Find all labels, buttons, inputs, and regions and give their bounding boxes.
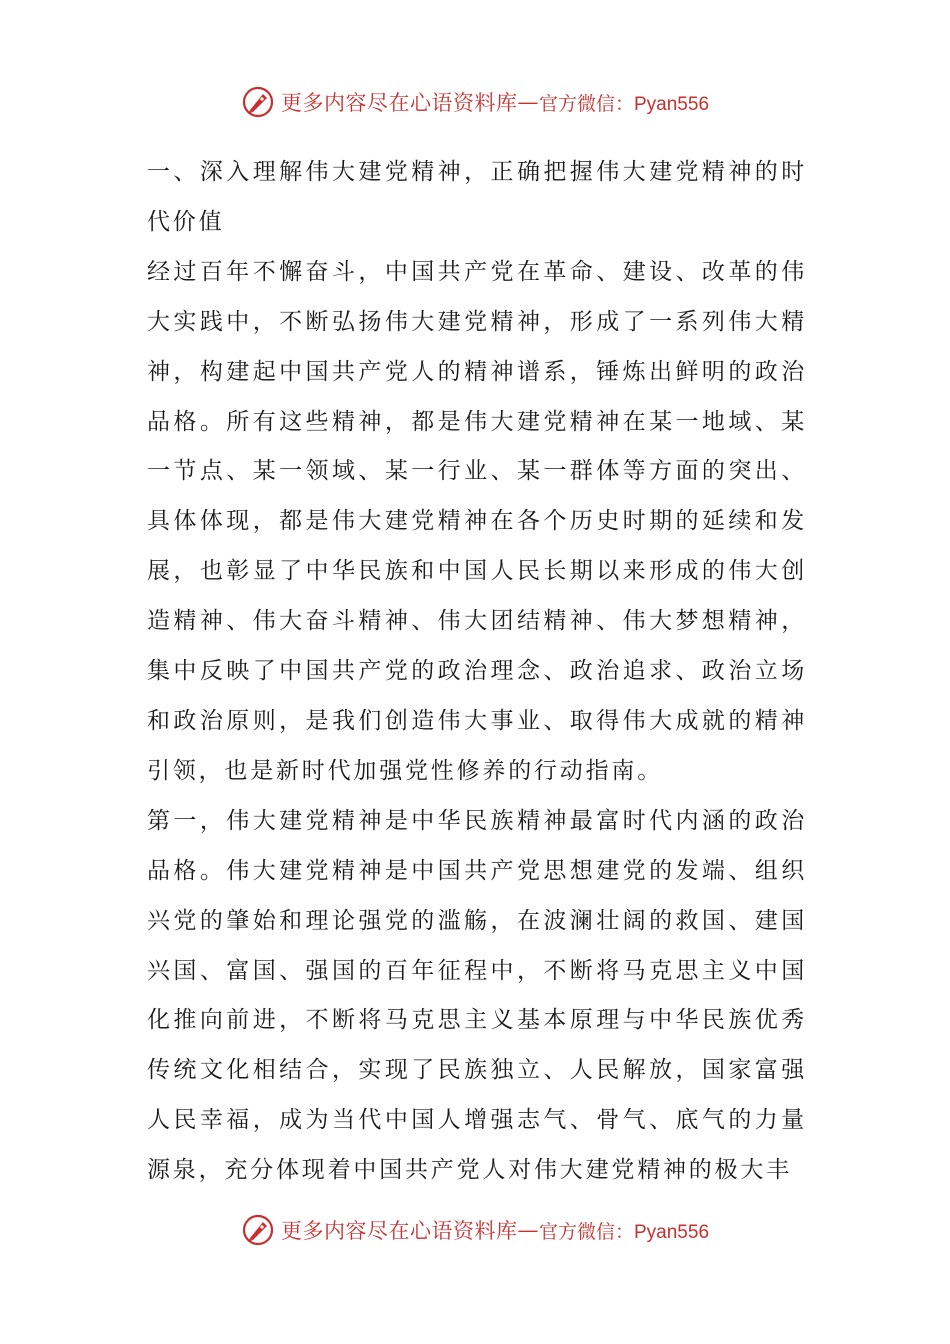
pen-nib-circle-logo-icon [241,85,275,119]
banner-promo-text: 更多内容尽在心语资料库 [280,91,518,115]
banner-promo-text: 更多内容尽在心语资料库 [280,1219,518,1243]
banner-contact [539,1217,709,1244]
paragraph: 经过百年不懈奋斗，中国共产党在革命、建设、改革的伟大实践中，不断弘扬伟大建党精神，形成了一系列伟大精神，构建起中国共产党人的精神谱系，锤炼出鲜明的政治品格。所有这些精神，都是伟大建党精神在某一地域、某一节点、某一领域、某一行业、某一群体等方面的突出、具体体现，都是伟大建党精神在各个历史时期的延续和发展，也彰显了中华民族和中国人民长期以来形成的伟大创造精神、伟大奋斗精神、伟大团结精神、伟大梦想精神，集中反映了中国共产党的政治理念、政治追求、政治立场和政治原则，是我们创造伟大事业、取得伟大成就的精神引领，也是新时代加强党性修养的行动指南。 [147,258,807,784]
paragraph: 第一，伟大建党精神是中华民族精神最富时代内涵的政治品格。伟大建党精神是中国共产党思想建党的发端、组织兴党的肇始和理论强党的滥觞，在波澜壮阔的救国、建国兴国、富国、强国的百年征程中，不断将马克思主义中国化推向前进，不断将马克思主义基本原理与中华民族优秀传统文化相结合，实现了民族独立、人民解放，国家富强人民幸福，成为当代中国人增强志气、骨气、底气的力量源泉，充分体现着中国共产党人对伟大建党精神的极大丰 [147,807,807,1184]
header-banner [0,82,950,122]
banner-dash: — [517,1218,539,1242]
banner-contact-label: 官方微信： [538,92,634,115]
banner-contact-label: 官方微信： [538,1220,634,1243]
footer-banner [0,1210,950,1250]
banner-contact-handle: Pyan556 [634,1221,710,1243]
document-body [147,148,807,1196]
pen-nib-circle-logo-icon [241,1213,275,1247]
banner-dash: — [517,90,539,114]
section-heading: 一、深入理解伟大建党精神，正确把握伟大建党精神的时代价值 [147,159,807,235]
banner-contact-handle: Pyan556 [634,93,710,115]
banner-contact [539,89,709,116]
